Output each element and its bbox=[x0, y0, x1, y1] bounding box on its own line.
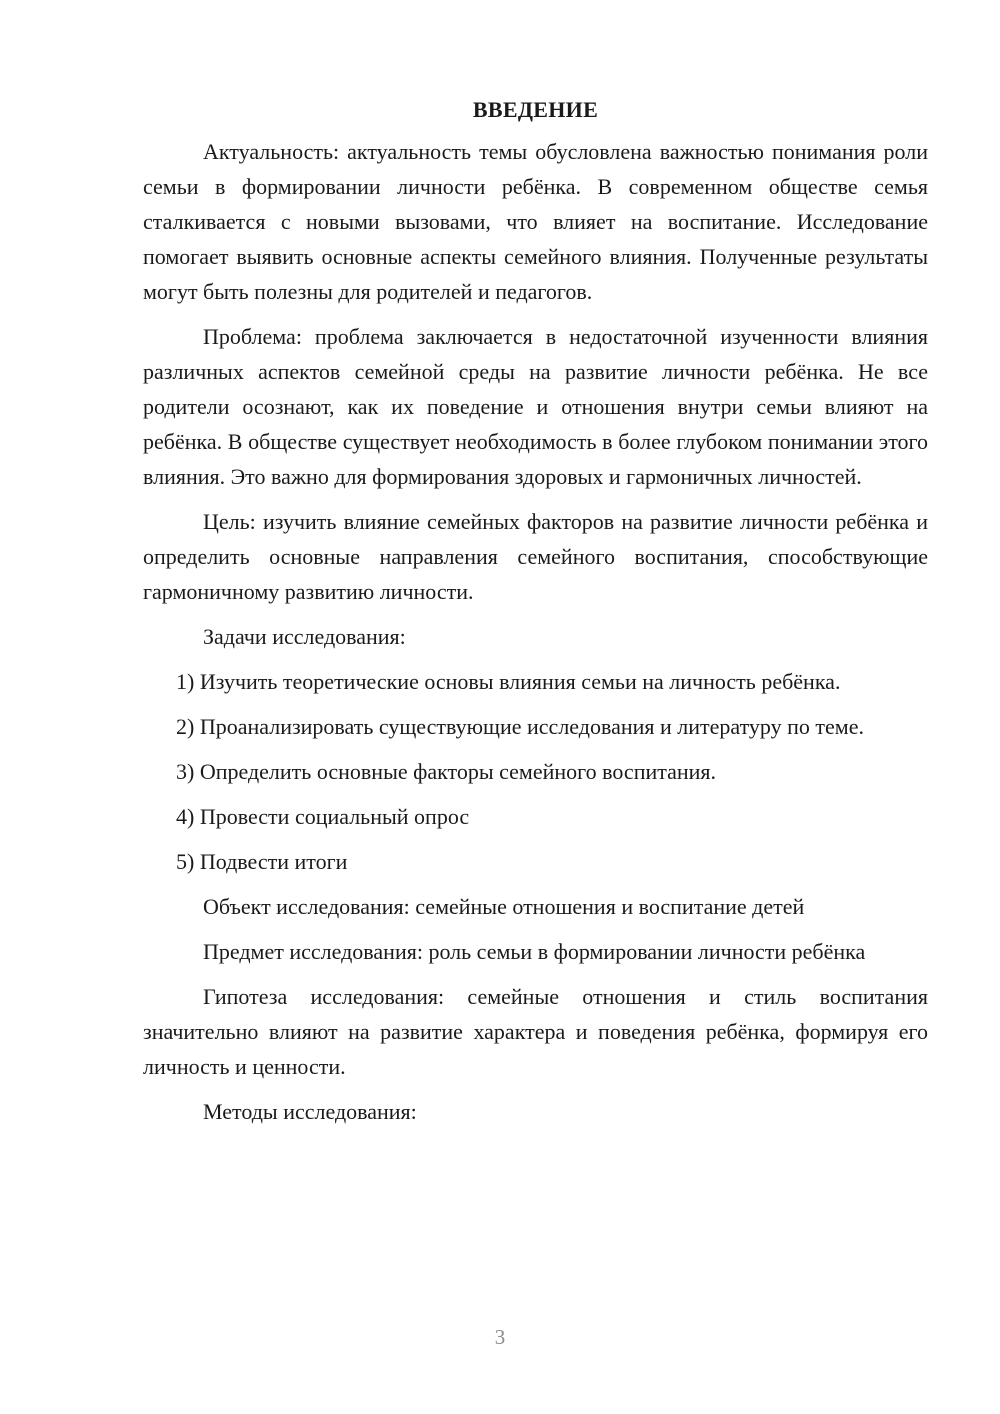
paragraph-subject: Предмет исследования: роль семьи в формировании личности ребёнка bbox=[203, 939, 866, 964]
task-item-4: 4) Провести социальный опрос bbox=[176, 804, 470, 829]
task-item-2: 2) Проанализировать существующие исследования и литературу по теме. bbox=[176, 714, 864, 739]
methods-heading: Методы исследования: bbox=[203, 1099, 417, 1124]
paragraph-object: Объект исследования: семейные отношения и воспитание детей bbox=[203, 894, 805, 919]
tasks-heading: Задачи исследования: bbox=[203, 624, 406, 649]
paragraph-goal: Цель: изучить влияние семейных факторов на развитие личности ребёнка и определить основные направления семейного воспитания, способствующие гармоничному развитию личности. bbox=[143, 509, 928, 604]
paragraph-relevance: Актуальность: актуальность темы обусловлена важностью понимания роли семьи в формировании личности ребёнка. В современном обществе семья сталкивается с новыми вызовами, что влияет на воспитание. Исследование помогает выявить основные аспекты семейного влияния. Полученные результаты могут быть полезны для родителей и педагогов. bbox=[143, 139, 928, 304]
section-heading: ВВЕДЕНИЕ bbox=[472, 97, 599, 122]
task-item-1: 1) Изучить теоретические основы влияния семьи на личность ребёнка. bbox=[176, 669, 841, 694]
paragraph-problem: Проблема: проблема заключается в недостаточной изученности влияния различных аспектов семейной среды на развитие личности ребёнка. Не все родители осознают, как их поведение и отношения внутри семьи влияют на ребёнка. В обществе существует необходимость в более глубоком понимании этого влияния. Это важно для формирования здоровых и гармоничных личностей. bbox=[143, 324, 928, 489]
task-item-3: 3) Определить основные факторы семейного воспитания. bbox=[176, 759, 717, 784]
page-number: 3 bbox=[494, 1325, 506, 1349]
document-page bbox=[143, 90, 928, 1129]
paragraph-hypothesis: Гипотеза исследования: семейные отношения и стиль воспитания значительно влияют на развитие характера и поведения ребёнка, формируя его личность и ценности. bbox=[143, 984, 928, 1079]
task-item-5: 5) Подвести итоги bbox=[176, 849, 348, 874]
